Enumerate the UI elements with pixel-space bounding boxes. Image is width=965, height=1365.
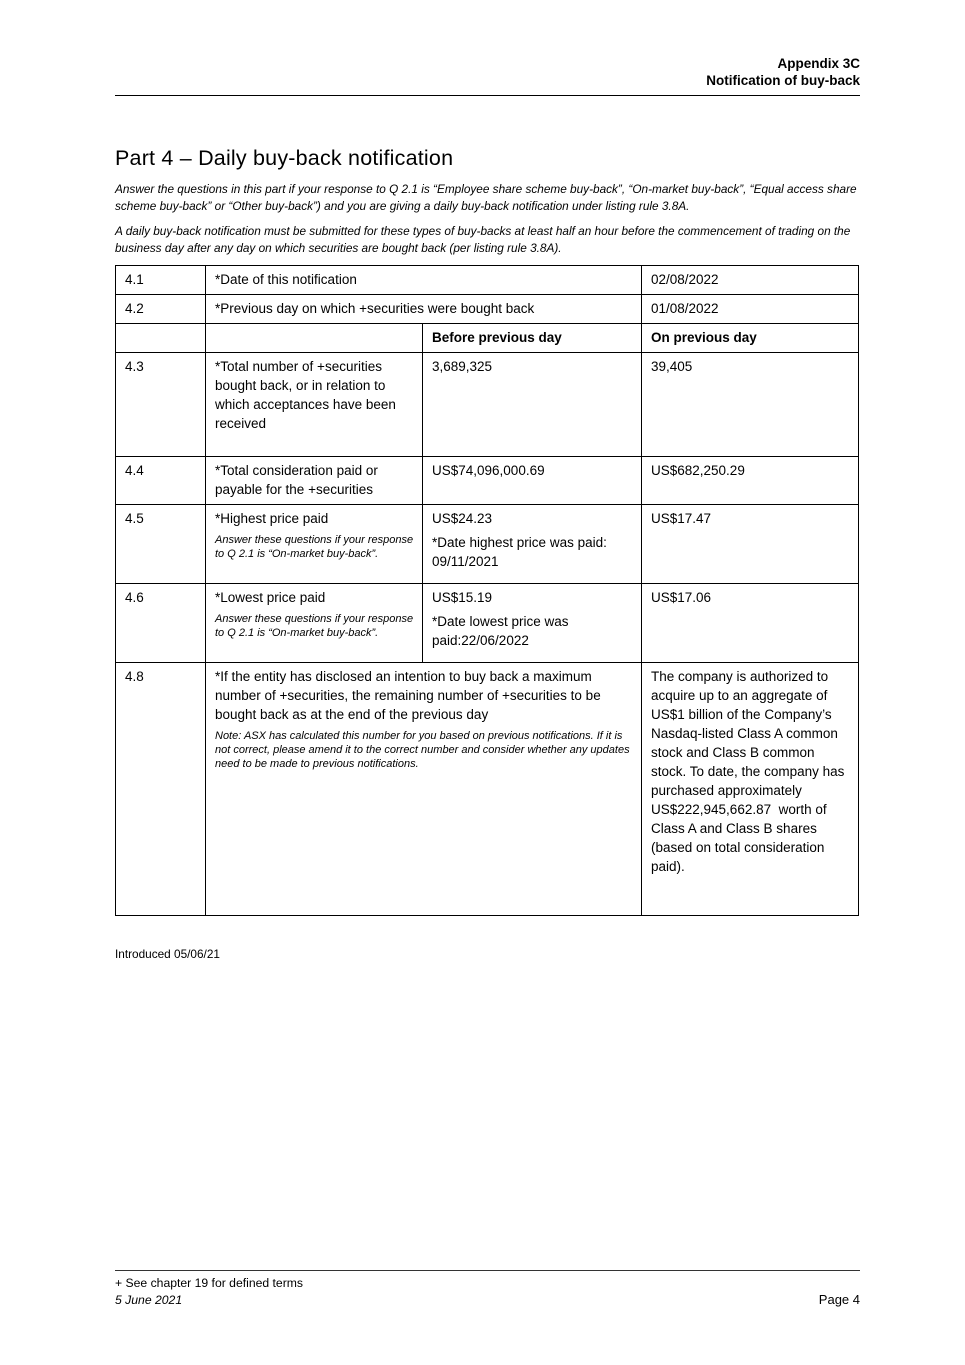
question-text: *Previous day on which +securities were bought back bbox=[206, 295, 642, 324]
table-row-4-8 bbox=[116, 663, 859, 916]
before-value-cell bbox=[423, 584, 642, 663]
on-value: 39,405 bbox=[642, 353, 859, 457]
empty-cell bbox=[116, 324, 206, 353]
table-row-4-5 bbox=[116, 505, 859, 584]
introduced-note: Introduced 05/06/21 bbox=[115, 947, 220, 961]
doc-subtitle: Notification of buy-back bbox=[706, 73, 860, 88]
on-value: US$17.06 bbox=[642, 584, 859, 663]
before-date: *Date lowest price was paid:22/06/2022 bbox=[432, 614, 569, 648]
before-value: US$74,096,000.69 bbox=[423, 457, 642, 505]
buyback-notification-table bbox=[115, 265, 859, 916]
question-text: *If the entity has disclosed an intention to buy back a maximum number of +securities, the remaining number of +securities to be bought back as at the end of the previous day bbox=[215, 669, 601, 722]
footer-date: 5 June 2021 bbox=[115, 1292, 183, 1307]
before-value-cell bbox=[423, 505, 642, 584]
question-text: *Total consideration paid or payable for the +securities bbox=[206, 457, 423, 505]
table-row-4-4 bbox=[116, 457, 859, 505]
before-price: US$24.23 bbox=[432, 511, 493, 526]
question-text: *Total number of +securities bought back, or in relation to which acceptances have been received bbox=[206, 353, 423, 457]
question-note: Answer these questions if your response to Q 2.1 is “On-market buy-back”. bbox=[215, 534, 414, 560]
item-number: 4.6 bbox=[116, 584, 206, 663]
intro-paragraph-1: Answer the questions in this part if your response to Q 2.1 is “Employee share scheme buy-back”, “On-market buy-back”, “Equal access share scheme buy-back” or “Other buy-back”) and you are giving a daily buy-back notification under listing rule 3.8A. bbox=[115, 182, 857, 213]
doc-header bbox=[115, 55, 860, 96]
table-row-4-1 bbox=[116, 266, 859, 295]
item-number: 4.8 bbox=[116, 663, 206, 916]
item-number: 4.5 bbox=[116, 505, 206, 584]
intro-paragraph-2: A daily buy-back notification must be submitted for these types of buy-backs at least half an hour before the commencement of trading on the business day after any day on which securities are bought back (per listing rule 3.8A). bbox=[115, 224, 851, 255]
item-number: 4.2 bbox=[116, 295, 206, 324]
question-cell bbox=[206, 584, 423, 663]
item-number: 4.4 bbox=[116, 457, 206, 505]
intro-paragraphs bbox=[115, 181, 860, 256]
question-note: Answer these questions if your response to Q 2.1 is “On-market buy-back”. bbox=[215, 613, 414, 639]
on-value: US$17.47 bbox=[642, 505, 859, 584]
item-number: 4.3 bbox=[116, 353, 206, 457]
question-note: Note: ASX has calculated this number for you based on previous notifications. If it is not correct, please amend it to the correct number and consider whether any updates need to be made to previous notifications. bbox=[215, 730, 630, 770]
item-number: 4.1 bbox=[116, 266, 206, 295]
question-cell bbox=[206, 505, 423, 584]
answer-value: 01/08/2022 bbox=[642, 295, 859, 324]
appendix-label: Appendix 3C bbox=[777, 56, 860, 71]
page-title: Part 4 – Daily buy-back notification bbox=[115, 146, 454, 170]
defined-terms-note: + See chapter 19 for defined terms bbox=[115, 1276, 304, 1290]
on-value: US$682,250.29 bbox=[642, 457, 859, 505]
table-row-4-2 bbox=[116, 295, 859, 324]
column-header-before: Before previous day bbox=[423, 324, 642, 353]
column-header-on: On previous day bbox=[642, 324, 859, 353]
table-column-header-row bbox=[116, 324, 859, 353]
before-date: *Date highest price was paid: 09/11/2021 bbox=[432, 535, 607, 569]
question-cell bbox=[206, 663, 642, 916]
before-price: US$15.19 bbox=[432, 590, 493, 605]
question-text: *Highest price paid bbox=[215, 511, 329, 526]
question-text: *Date of this notification bbox=[206, 266, 642, 295]
before-value: 3,689,325 bbox=[423, 353, 642, 457]
table-row-4-6 bbox=[116, 584, 859, 663]
table-row-4-3 bbox=[116, 353, 859, 457]
page-number: Page 4 bbox=[818, 1291, 860, 1307]
page-footer bbox=[115, 1270, 860, 1308]
answer-value: 02/08/2022 bbox=[642, 266, 859, 295]
answer-value: The company is authorized to acquire up to an aggregate of US$1 billion of the Company’s Nasdaq-listed Class A common stock and Class B common stock. To date, the company has purchased approximately US$222,945,662.87 worth of Class A and Class B shares (based on total consideration paid). bbox=[642, 663, 859, 916]
empty-cell bbox=[206, 324, 423, 353]
question-text: *Lowest price paid bbox=[215, 590, 326, 605]
